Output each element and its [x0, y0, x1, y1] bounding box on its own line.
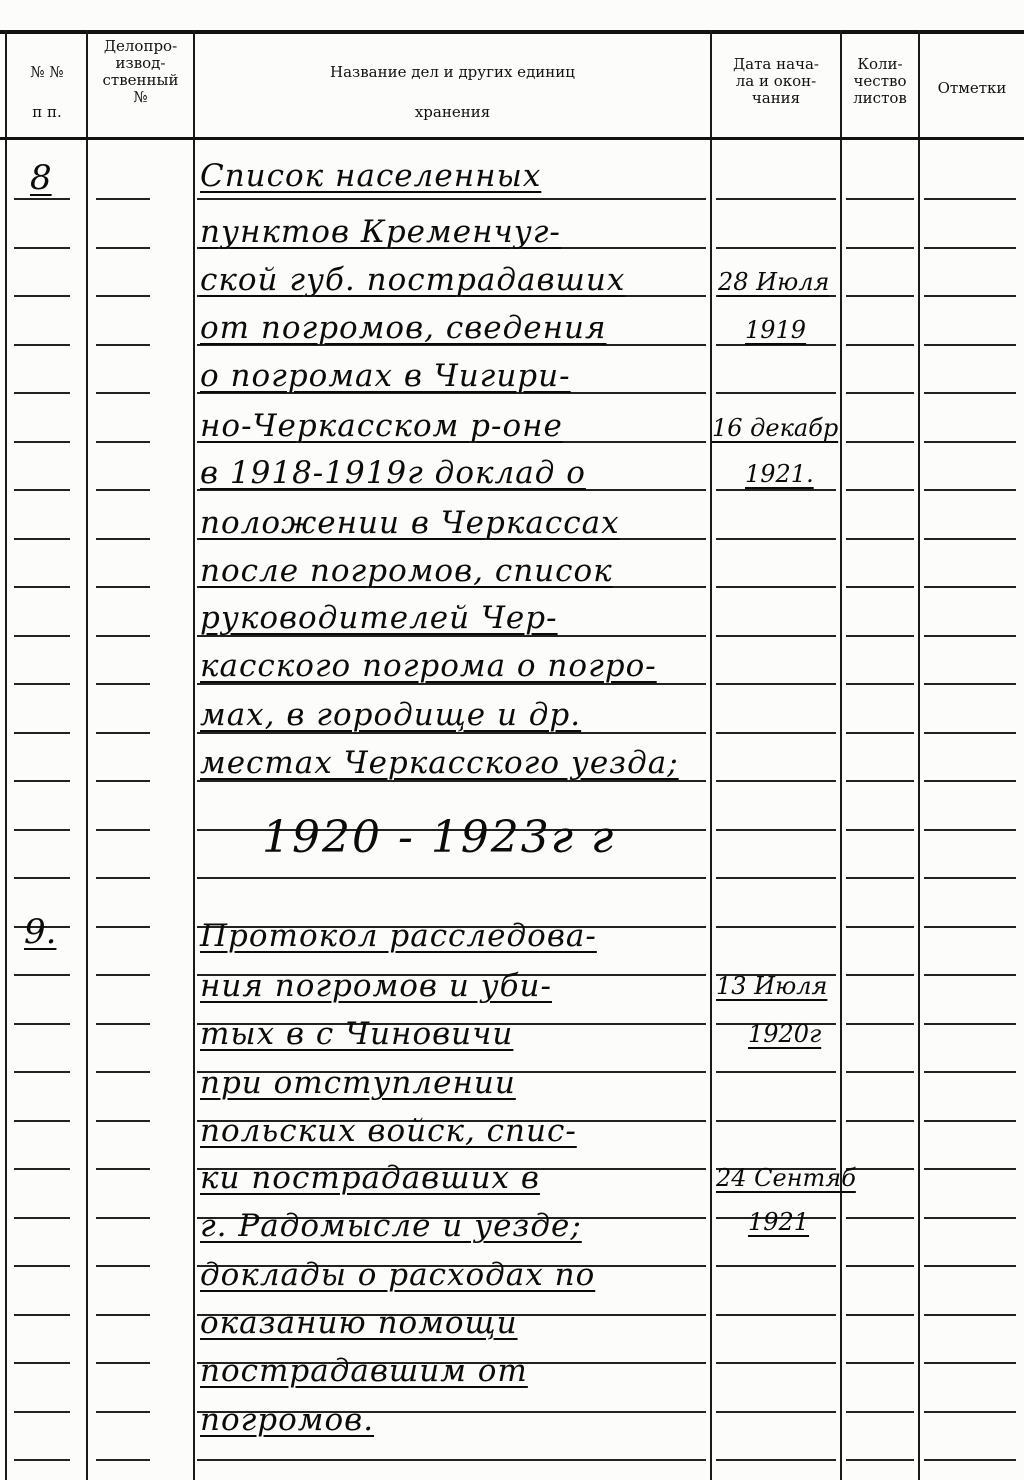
top-border	[0, 30, 1024, 34]
ruled-line	[96, 586, 150, 588]
ruled-line	[14, 732, 70, 734]
ruled-line	[924, 1168, 1016, 1170]
entry-title-line: местах Черкасского уезда;	[200, 745, 679, 781]
ruled-line	[846, 295, 914, 297]
ruled-line	[96, 780, 150, 782]
ruled-line	[716, 1362, 836, 1364]
ruled-line	[846, 489, 914, 491]
ruled-line	[96, 1217, 150, 1219]
entry-title-line: ской губ. пострадавших	[200, 262, 626, 298]
ruled-line	[14, 1120, 70, 1122]
ruled-line	[846, 538, 914, 540]
ruled-line	[924, 635, 1016, 637]
ruled-line	[14, 1265, 70, 1267]
ruled-line	[846, 1459, 914, 1461]
entry-number: 8	[30, 158, 52, 198]
ruled-line	[846, 1217, 914, 1219]
ruled-line	[14, 392, 70, 394]
ruled-line	[14, 1023, 70, 1025]
ruled-line	[197, 1459, 706, 1461]
ruled-line	[716, 1265, 836, 1267]
entry-title-line: польских войск, спис-	[200, 1113, 577, 1149]
entry-title-line: пунктов Кременчуг-	[200, 214, 561, 250]
ruled-line	[14, 344, 70, 346]
ruled-line	[96, 1168, 150, 1170]
entry-title-line: погромов.	[200, 1402, 375, 1438]
ruled-line	[14, 877, 70, 879]
entry-date-start-year: 1920г	[748, 1020, 822, 1048]
ruled-line	[96, 1265, 150, 1267]
ruled-line	[716, 344, 836, 346]
ruled-line	[96, 392, 150, 394]
ruled-line	[96, 829, 150, 831]
ruled-line	[96, 1411, 150, 1413]
ruled-line	[924, 586, 1016, 588]
entry-title-line: касского погрома о погро-	[200, 648, 657, 684]
ruled-line	[846, 1023, 914, 1025]
ruled-line	[96, 1362, 150, 1364]
ruled-line	[716, 1120, 836, 1122]
ruled-line	[846, 1071, 914, 1073]
ruled-line	[14, 1362, 70, 1364]
ruled-line	[96, 974, 150, 976]
ruled-line	[716, 247, 836, 249]
ruled-line	[846, 1362, 914, 1364]
year-section-heading: 1920 - 1923г г	[262, 812, 616, 863]
ruled-line	[96, 441, 150, 443]
ruled-line	[716, 683, 836, 685]
ruled-line	[924, 1071, 1016, 1073]
ruled-line	[96, 344, 150, 346]
entry-title-line: после погромов, список	[200, 553, 613, 589]
ruled-line	[846, 1411, 914, 1413]
ruled-line	[846, 586, 914, 588]
ruled-line	[14, 1071, 70, 1073]
entry-title-line: Список населенных	[200, 158, 542, 194]
ruled-line	[716, 1071, 836, 1073]
entry-title-line: пострадавшим от	[200, 1353, 528, 1389]
ruled-line	[846, 683, 914, 685]
ruled-line	[924, 1023, 1016, 1025]
ruled-line	[96, 1314, 150, 1316]
column-divider	[5, 30, 7, 1480]
ruled-line	[924, 247, 1016, 249]
ruled-line	[96, 732, 150, 734]
ruled-line	[197, 198, 706, 200]
ruled-line	[846, 926, 914, 928]
entry-title-line: ния погромов и уби-	[200, 968, 552, 1004]
ruled-line	[14, 1168, 70, 1170]
entry-number: 9.	[24, 912, 57, 952]
ruled-line	[14, 198, 70, 200]
ruled-line	[924, 1217, 1016, 1219]
ruled-line	[924, 198, 1016, 200]
entry-title-line: оказанию помощи	[200, 1305, 518, 1341]
ruled-line	[846, 635, 914, 637]
ruled-line	[96, 295, 150, 297]
ruled-line	[846, 1265, 914, 1267]
entry-date-end: 24 Сентяб	[716, 1164, 856, 1192]
ruled-line	[96, 1120, 150, 1122]
ruled-line	[924, 489, 1016, 491]
ruled-line	[924, 1459, 1016, 1461]
entry-date-end-year: 1921.	[745, 460, 814, 488]
ruled-line	[716, 489, 836, 491]
entry-title-line: ки пострадавших в	[200, 1160, 540, 1196]
entry-title-line: доклады о расходах по	[200, 1257, 596, 1293]
ruled-line	[924, 732, 1016, 734]
ruled-line	[846, 344, 914, 346]
entry-title-line: тых в с Чиновичи	[200, 1016, 514, 1052]
ruled-line	[14, 295, 70, 297]
entry-title-line: при отступлении	[200, 1065, 516, 1101]
ruled-line	[846, 974, 914, 976]
entry-title-line: но-Черкасском р-оне	[200, 408, 563, 444]
ruled-line	[96, 247, 150, 249]
ruled-line	[716, 926, 836, 928]
header-number: № № п п.	[30, 63, 64, 121]
ruled-line	[924, 926, 1016, 928]
ruled-line	[846, 1168, 914, 1170]
entry-date-end-year: 1921	[748, 1208, 810, 1236]
entry-title-line: мах, в городище и др.	[200, 697, 582, 733]
ruled-line	[924, 1362, 1016, 1364]
ruled-line	[924, 877, 1016, 879]
ruled-line	[924, 1120, 1016, 1122]
ruled-line	[14, 683, 70, 685]
header-office-number: Делопро- извод- ственный №	[102, 37, 179, 106]
ruled-line	[96, 489, 150, 491]
ruled-line	[924, 1411, 1016, 1413]
ruled-line	[846, 1314, 914, 1316]
ruled-line	[924, 829, 1016, 831]
ruled-line	[96, 198, 150, 200]
ruled-line	[924, 1265, 1016, 1267]
ruled-line	[14, 1411, 70, 1413]
column-divider	[86, 30, 88, 1480]
ruled-line	[716, 1411, 836, 1413]
ruled-line	[716, 586, 836, 588]
entry-date-start: 28 Июля	[718, 268, 830, 296]
ruled-line	[14, 1459, 70, 1461]
entry-date-end: 16 декабр	[712, 414, 839, 442]
ruled-line	[96, 538, 150, 540]
ruled-line	[96, 635, 150, 637]
ruled-line	[846, 441, 914, 443]
entry-title-line: г. Радомысле и уезде;	[200, 1208, 582, 1244]
entry-title-line: Протокол расследова-	[200, 918, 597, 954]
ruled-line	[924, 392, 1016, 394]
ruled-line	[716, 829, 836, 831]
ruled-line	[924, 441, 1016, 443]
ruled-line	[846, 1120, 914, 1122]
ruled-line	[846, 780, 914, 782]
ruled-line	[14, 635, 70, 637]
ruled-line	[14, 441, 70, 443]
ruled-line	[716, 1314, 836, 1316]
header-bottom-border	[0, 137, 1024, 140]
entry-title-line: руководителей Чер-	[200, 600, 558, 636]
entry-title-line: в 1918-1919г доклад о	[200, 455, 586, 491]
ruled-line	[197, 877, 706, 879]
ruled-line	[924, 538, 1016, 540]
ruled-line	[924, 295, 1016, 297]
ruled-line	[924, 780, 1016, 782]
ruled-line	[846, 877, 914, 879]
header-sheet-count: Коли- чество листов	[853, 55, 907, 107]
column-divider	[918, 30, 920, 1480]
ruled-line	[96, 926, 150, 928]
ruled-line	[716, 732, 836, 734]
ruled-line	[846, 247, 914, 249]
ruled-line	[716, 877, 836, 879]
column-divider	[710, 30, 712, 1480]
ruled-line	[14, 974, 70, 976]
header-notes: Отметки	[937, 79, 1007, 97]
ruled-line	[924, 683, 1016, 685]
ruled-line	[924, 974, 1016, 976]
entry-date-start-year: 1919	[745, 316, 807, 344]
entry-date-start: 13 Июля	[716, 972, 828, 1000]
ruled-line	[846, 732, 914, 734]
entry-title-line: положении в Черкассах	[200, 505, 620, 541]
ruled-line	[14, 586, 70, 588]
ruled-line	[716, 635, 836, 637]
entry-title-line: от погромов, сведения	[200, 310, 607, 346]
ruled-line	[716, 1459, 836, 1461]
ruled-line	[96, 877, 150, 879]
ruled-line	[716, 780, 836, 782]
ruled-line	[716, 392, 836, 394]
ruled-line	[96, 1071, 150, 1073]
ruled-line	[96, 1459, 150, 1461]
ruled-line	[846, 198, 914, 200]
ruled-line	[924, 1314, 1016, 1316]
ruled-line	[716, 538, 836, 540]
ruled-line	[14, 780, 70, 782]
header-dates: Дата нача- ла и окон- чания	[732, 55, 819, 107]
ruled-line	[14, 489, 70, 491]
ruled-line	[846, 829, 914, 831]
ruled-line	[14, 1314, 70, 1316]
ruled-line	[716, 198, 836, 200]
entry-title-line: о погромах в Чигири-	[200, 358, 571, 394]
ruled-line	[14, 247, 70, 249]
ruled-line	[924, 344, 1016, 346]
ruled-line	[846, 392, 914, 394]
ruled-line	[96, 1023, 150, 1025]
ruled-line	[14, 829, 70, 831]
header-title: Название дел и других единиц хранения	[330, 63, 575, 121]
column-divider	[193, 30, 195, 1480]
column-divider	[840, 30, 842, 1480]
ruled-line	[14, 1217, 70, 1219]
ruled-line	[14, 538, 70, 540]
ruled-line	[96, 683, 150, 685]
